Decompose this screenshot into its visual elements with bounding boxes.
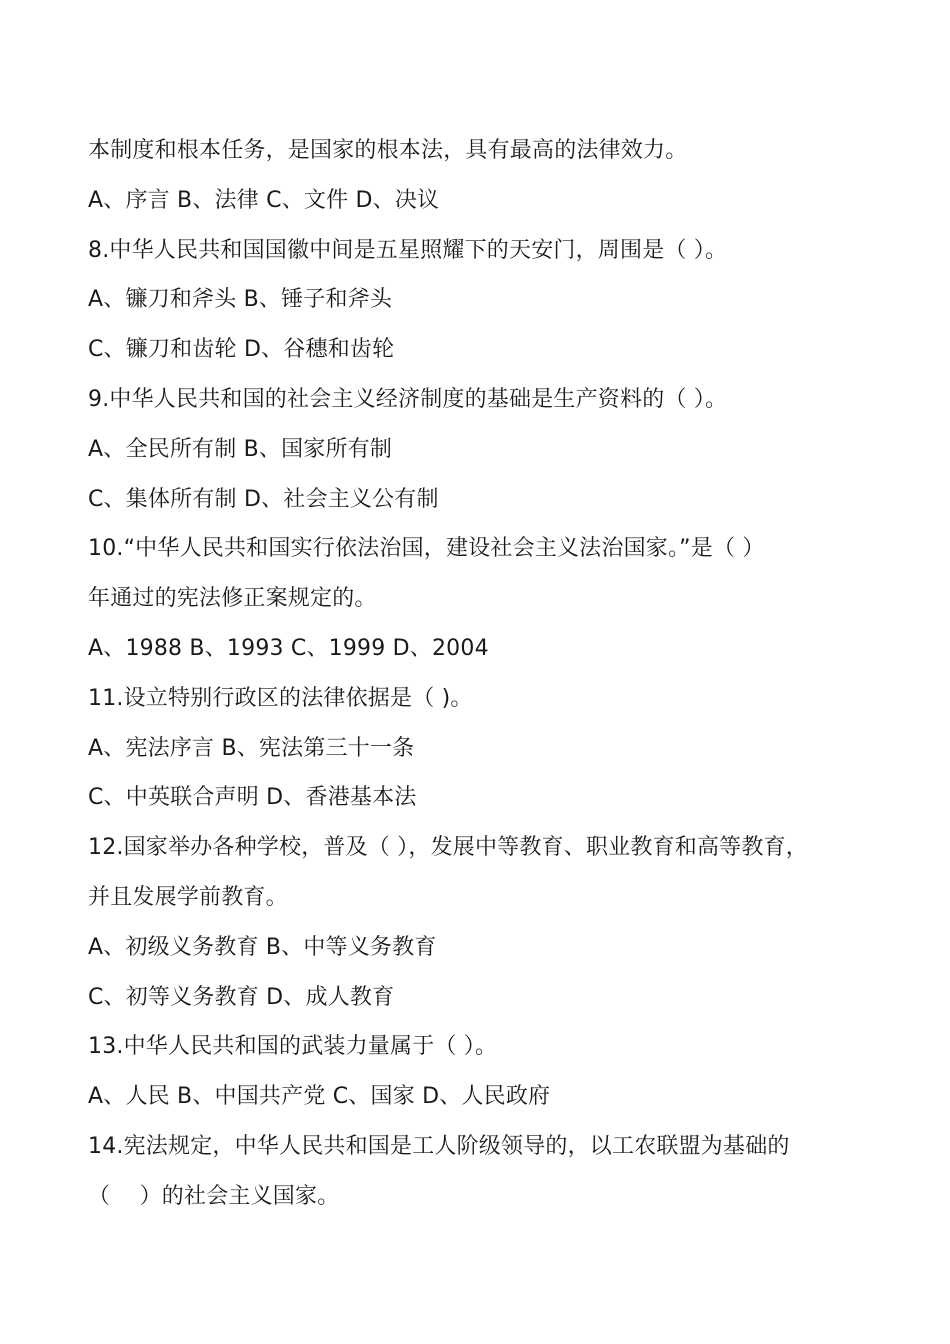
option-line: C、初等义务教育 D、成人教育 xyxy=(88,984,395,1010)
option-line: C、集体所有制 D、社会主义公有制 xyxy=(88,486,439,512)
question-14: 14.宪法规定，中华人民共和国是工人阶级领导的，以工农联盟为基础的 xyxy=(88,1133,790,1159)
text-line: 本制度和根本任务，是国家的根本法，具有最高的法律效力。 xyxy=(88,138,688,163)
question-14-continued: （ ）的社会主义国家。 xyxy=(88,1183,340,1209)
question-12-continued: 并且发展学前教育。 xyxy=(88,884,288,910)
question-10: 10.“中华人民共和国实行依法治国，建设社会主义法治国家。”是（ ） xyxy=(88,536,765,562)
option-line: A、镰刀和斧头 B、锤子和斧头 xyxy=(88,287,393,313)
document-body xyxy=(88,126,878,1222)
question-13: 13.中华人民共和国的武装力量属于（ ）。 xyxy=(88,1034,498,1060)
option-line: A、人民 B、中国共产党 C、国家 D、人民政府 xyxy=(88,1084,551,1110)
option-line: C、镰刀和齿轮 D、谷穗和齿轮 xyxy=(88,337,395,363)
question-8: 8.中华人民共和国国徽中间是五星照耀下的天安门，周围是（ ）。 xyxy=(88,237,728,263)
question-12: 12.国家举办各种学校，普及（ ），发展中等教育、职业教育和高等教育， xyxy=(88,835,808,861)
option-line: A、1988 B、1993 C、1999 D、2004 xyxy=(88,635,489,661)
option-line: A、序言 B、法律 C、文件 D、决议 xyxy=(88,187,440,213)
option-line: A、初级义务教育 B、中等义务教育 xyxy=(88,934,437,960)
option-line: C、中英联合声明 D、香港基本法 xyxy=(88,785,417,811)
question-11: 11.设立特别行政区的法律依据是（ )。 xyxy=(88,685,473,711)
question-10-continued: 年通过的宪法修正案规定的。 xyxy=(88,586,377,612)
option-line: A、全民所有制 B、国家所有制 xyxy=(88,436,393,462)
option-line: A、宪法序言 B、宪法第三十一条 xyxy=(88,735,415,761)
question-9: 9.中华人民共和国的社会主义经济制度的基础是生产资料的（ ）。 xyxy=(88,386,728,412)
